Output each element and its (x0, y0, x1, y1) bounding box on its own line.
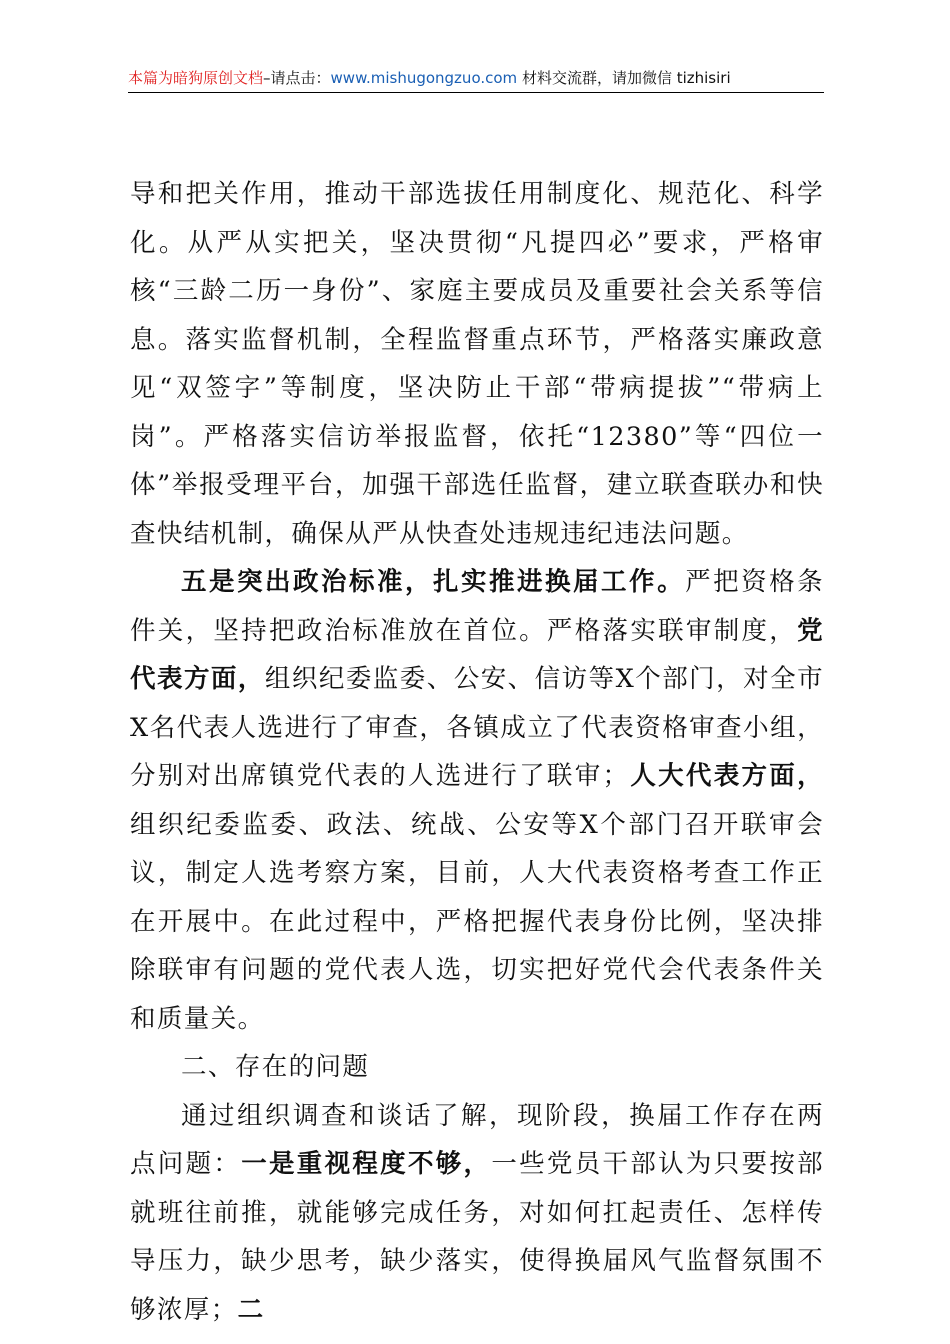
paragraph-2-text-a: 严把资格条件关，坚持把政治标准放在首位。严格落实联审制度， (130, 567, 824, 646)
paragraph-1-text: 导和把关作用，推动干部选拔任用制度化、规范化、科学化。从严从实把关，坚决贯彻“凡提四必”要求，严格审核“三龄二历一身份”、家庭主要成员及重要社会关系等信息。落实监督机制，全程监督重点环节，严格落实廉政意见“双签字”等制度，坚决防止干部“带病提拔”“带病上岗”。严格落实信访举报监督，依托“12380”等“四位一体”举报受理平台，加强干部选任监督，建立联查联办和快查快结机制，确保从严从快查处违规违纪违法问题。 (130, 179, 824, 549)
paragraph-2-text-c: 组织纪委监委、政法、统战、公安等X个部门召开联审会议，制定人选考察方案，目前，人大代表资格考查工作正在开展中。在此过程中，严格把握代表身份比例，坚决排除联审有问题的党代表人选，切实把好党代会代表条件关和质量关。 (130, 809, 824, 1034)
paragraph-2-text-b: 组织纪委监委、公安、信访等X个部门，对全市X名代表人选进行了审查，各镇成立了代表资格审查小组，分别对出席镇党代表的人选进行了联审； (130, 664, 824, 791)
section-heading: 二、存在的问题 (181, 1052, 370, 1082)
paragraph-2 (130, 558, 824, 1043)
paragraph-3-text-a: 通过组织调查和谈话了解，现阶段，换届工作存在两点问题： (130, 1100, 824, 1179)
header-notice: 本篇为暗狗原创文档 (128, 69, 264, 87)
paragraph-2-bold-a: 党代表方面， (130, 615, 824, 694)
paragraph-3 (130, 1092, 824, 1335)
header-contact: 材料交流群，请加微信 tizhisiri (517, 69, 731, 87)
paragraph-2-lead: 五是突出政治标准，扎实推进换届工作。 (181, 567, 686, 597)
paragraph-3-bold-b: 二 (237, 1294, 265, 1325)
document-body (130, 170, 824, 1334)
header-prompt: –请点击： (263, 69, 331, 87)
paragraph-3-text-b: 一些党员干部认为只要按部就班往前推，就能够完成任务，对如何扛起责任、怎样传导压力，缺少思考，缺少落实，使得换届风气监督氛围不够浓厚； (130, 1149, 824, 1325)
paragraph-2-bold-b: 人大代表方面， (629, 761, 824, 791)
document-header (128, 64, 824, 93)
paragraph-3-bold-a: 一是重视程度不够， (241, 1149, 492, 1179)
header-url-link[interactable]: www.mishugongzuo.com (330, 69, 518, 87)
paragraph-1 (130, 170, 824, 558)
